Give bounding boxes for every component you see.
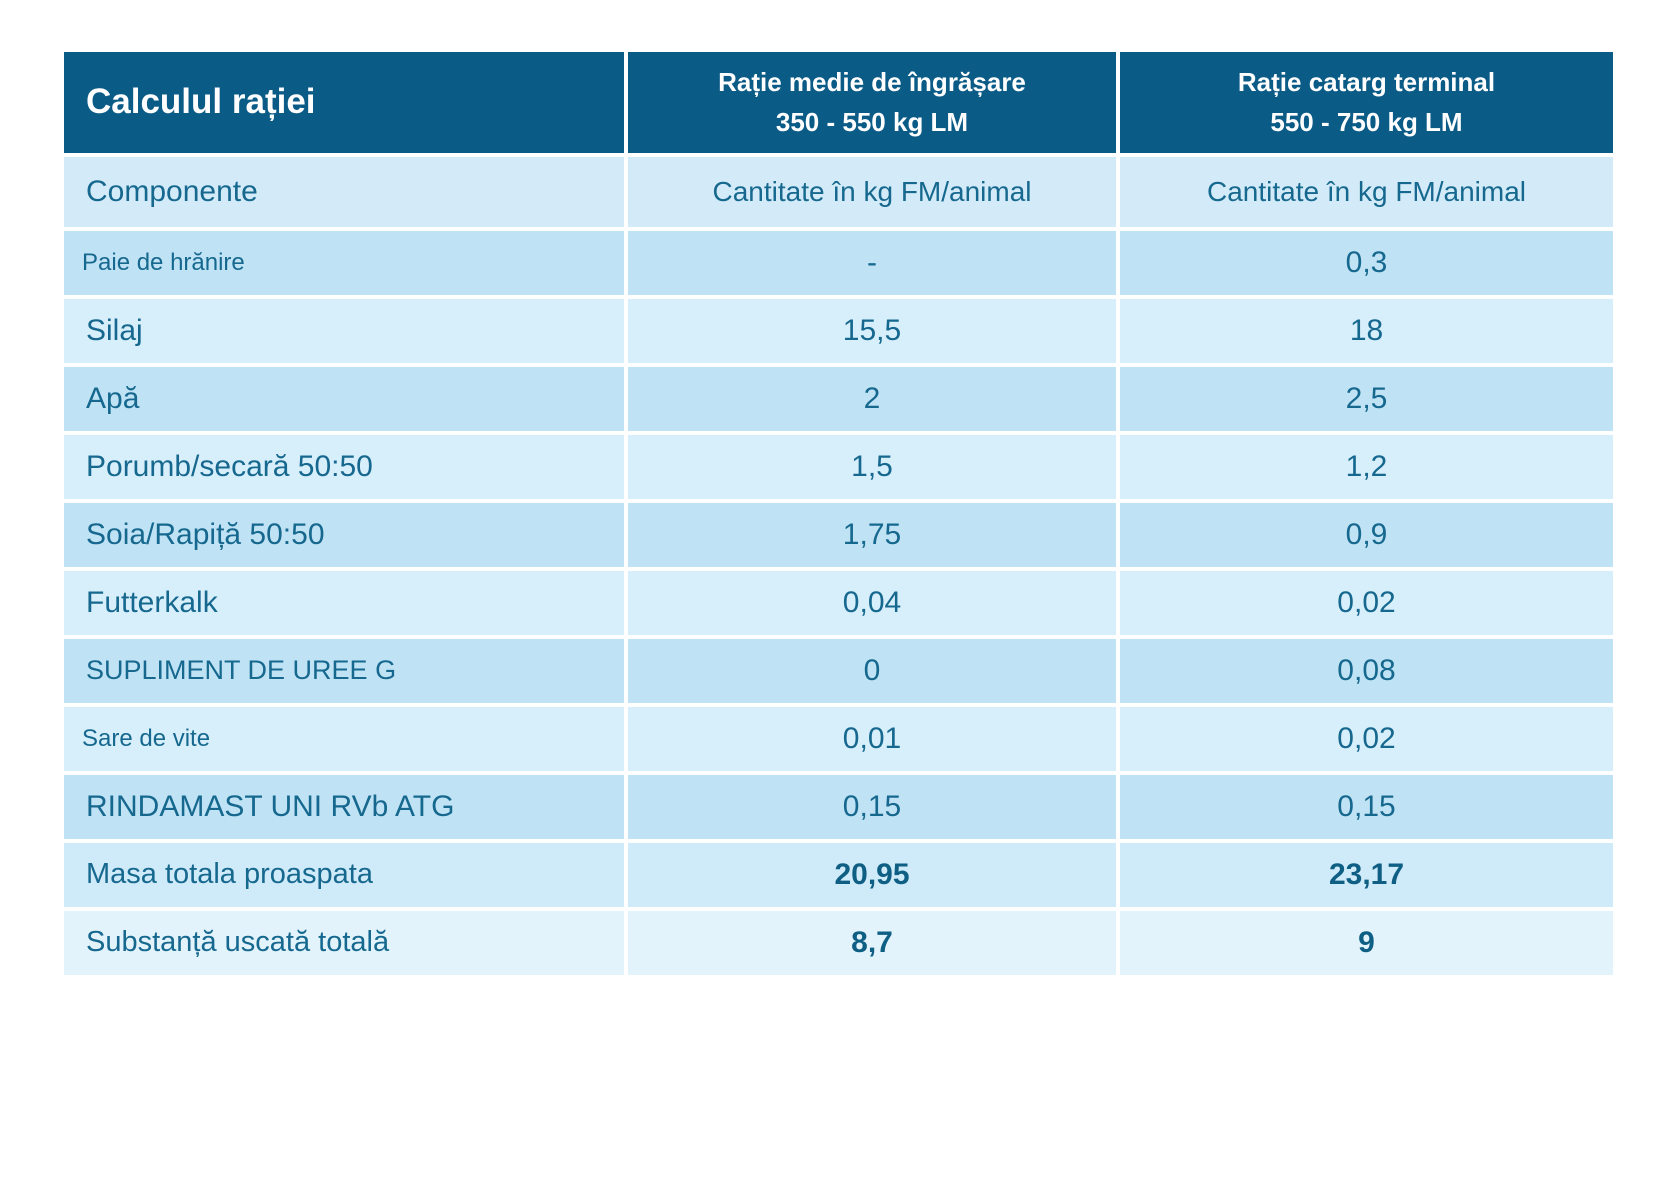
column-header-1 xyxy=(628,52,1116,153)
table-title: Calculul rației xyxy=(64,52,624,153)
row-value-2: 23,17 xyxy=(1120,843,1613,907)
row-value-1: - xyxy=(628,231,1116,295)
row-value-2: 18 xyxy=(1120,299,1613,363)
column-header-2 xyxy=(1120,52,1613,153)
row-value-1: 8,7 xyxy=(628,911,1116,975)
row-value-2: 0,02 xyxy=(1120,707,1613,771)
row-label: Silaj xyxy=(64,299,624,363)
row-label: Soia/Rapiță 50:50 xyxy=(64,503,624,567)
column-header-2-line1: Rație catarg terminal xyxy=(1237,67,1496,97)
row-value-2: 0,3 xyxy=(1120,231,1613,295)
table-row xyxy=(64,707,1613,771)
subheader-label: Componente xyxy=(64,157,624,227)
subheader-value-1: Cantitate în kg FM/animal xyxy=(628,157,1116,227)
row-value-1: 1,5 xyxy=(628,435,1116,499)
row-label: SUPLIMENT DE UREE G xyxy=(64,639,624,703)
table-subheader-row xyxy=(64,157,1613,227)
row-label: Substanță uscată totală xyxy=(64,911,624,975)
row-value-1: 20,95 xyxy=(628,843,1116,907)
row-label: Sare de vite xyxy=(64,707,624,771)
table-header-row xyxy=(64,52,1613,153)
ration-table xyxy=(60,48,1617,979)
row-label: Masa totala proaspata xyxy=(64,843,624,907)
row-value-2: 0,08 xyxy=(1120,639,1613,703)
row-value-1: 0 xyxy=(628,639,1116,703)
row-value-1: 0,01 xyxy=(628,707,1116,771)
table-header xyxy=(64,52,1613,153)
row-label: Apă xyxy=(64,367,624,431)
row-value-1: 15,5 xyxy=(628,299,1116,363)
row-value-1: 1,75 xyxy=(628,503,1116,567)
table-row xyxy=(64,503,1613,567)
table-row xyxy=(64,367,1613,431)
column-header-1-line1: Rație medie de îngrășare xyxy=(718,67,1026,97)
table-total-row xyxy=(64,911,1613,975)
table-total-row xyxy=(64,843,1613,907)
row-label: Paie de hrănire xyxy=(64,231,624,295)
row-value-2: 0,15 xyxy=(1120,775,1613,839)
ration-table-container xyxy=(60,48,1605,979)
column-header-2-line2: 550 - 750 kg LM xyxy=(1270,107,1463,138)
column-header-1-line2: 350 - 550 kg LM xyxy=(775,107,969,138)
row-label: Futterkalk xyxy=(64,571,624,635)
table-row xyxy=(64,435,1613,499)
subheader-value-2: Cantitate în kg FM/animal xyxy=(1120,157,1613,227)
row-label: RINDAMAST UNI RVb ATG xyxy=(64,775,624,839)
row-value-2: 0,02 xyxy=(1120,571,1613,635)
row-label: Porumb/secară 50:50 xyxy=(64,435,624,499)
table-row xyxy=(64,299,1613,363)
row-value-1: 0,04 xyxy=(628,571,1116,635)
table-body xyxy=(64,157,1613,975)
table-row xyxy=(64,571,1613,635)
table-row xyxy=(64,231,1613,295)
table-row xyxy=(64,639,1613,703)
row-value-2: 0,9 xyxy=(1120,503,1613,567)
row-value-2: 2,5 xyxy=(1120,367,1613,431)
row-value-1: 0,15 xyxy=(628,775,1116,839)
row-value-2: 1,2 xyxy=(1120,435,1613,499)
row-value-2: 9 xyxy=(1120,911,1613,975)
row-value-1: 2 xyxy=(628,367,1116,431)
table-row xyxy=(64,775,1613,839)
